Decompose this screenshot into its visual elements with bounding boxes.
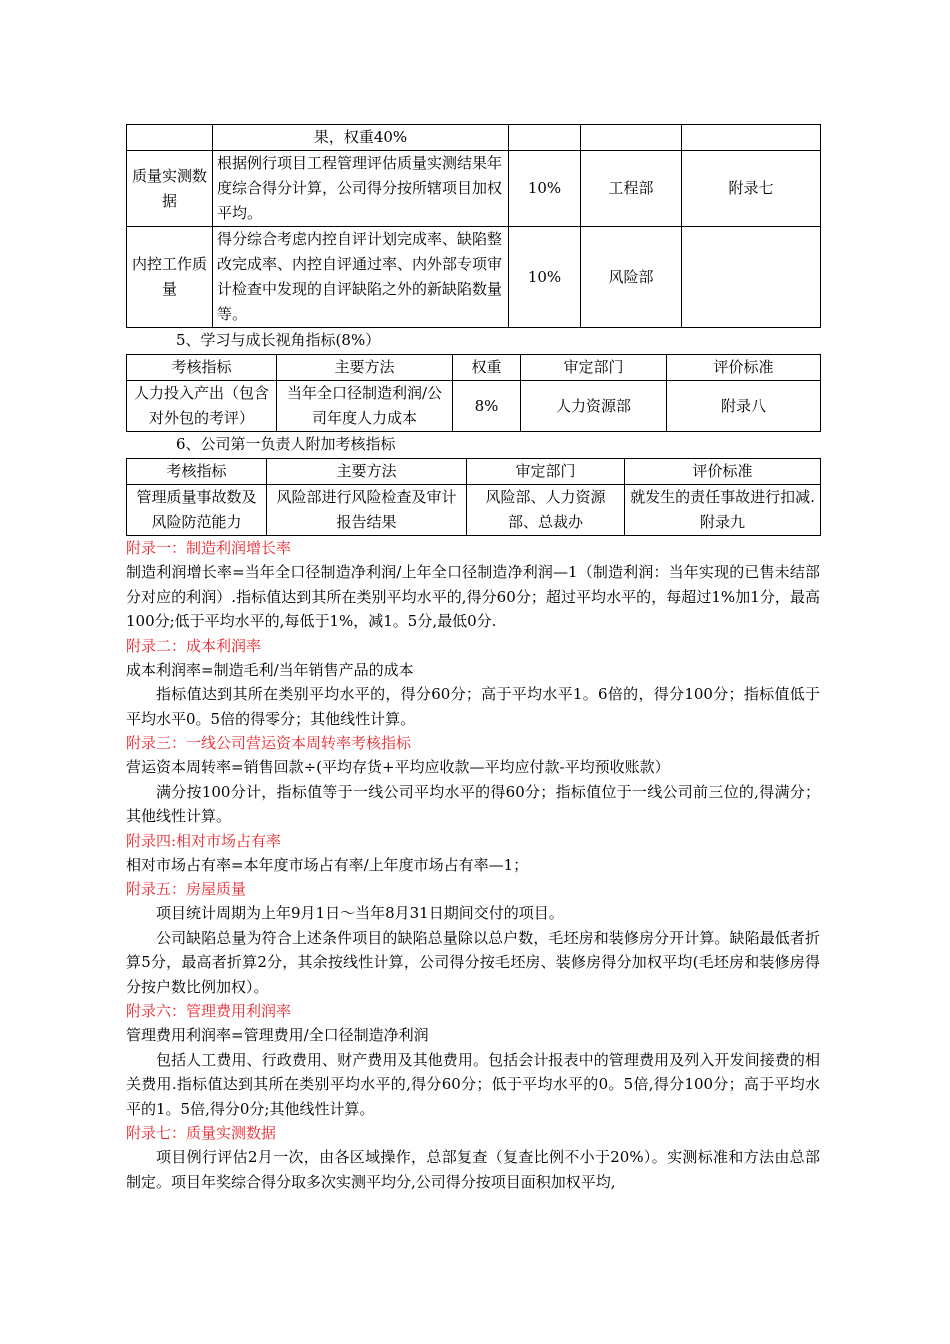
table-row — [127, 381, 821, 432]
appendix-3-title: 附录三：一线公司营运资本周转率考核指标 — [126, 734, 412, 752]
column-header: 评价标准 — [625, 459, 821, 485]
table-cell: 质量实测数据 — [127, 151, 213, 227]
table-cell — [581, 125, 682, 151]
column-header: 考核指标 — [127, 355, 277, 381]
table-cell — [509, 125, 581, 151]
appendix-7-title: 附录七：质量实测数据 — [126, 1124, 277, 1142]
column-header: 评价标准 — [667, 355, 821, 381]
column-header: 考核指标 — [127, 459, 267, 485]
table-cell: 得分综合考虑内控自评计划完成率、缺陷整改完成率、内控自评通过率、内外部专项审计检查中发现的自评缺陷之外的新缺陷数量等。 — [213, 227, 509, 328]
appendix-6-formula: 管理费用利润率=管理费用/全口径制造净利润 — [126, 1026, 429, 1044]
table-cell: 人力资源部 — [521, 381, 667, 432]
column-header: 审定部门 — [467, 459, 625, 485]
table-header-row — [127, 355, 821, 381]
appendix-7-text: 项目例行评估2月一次，由各区域操作，总部复查（复查比例不小于20%）。实测标准和方法由总部制定。项目年奖综合得分取多次实测平均分,公司得分按项目面积加权平均, — [126, 1148, 820, 1191]
table-cell: 果，权重40% — [213, 125, 509, 151]
appendix-4-title: 附录四:相对市场占有率 — [126, 831, 282, 850]
table-cell: 附录七 — [682, 151, 821, 227]
table-row — [127, 125, 821, 151]
table-cell: 风险部 — [581, 227, 682, 328]
table-cell: 10% — [509, 151, 581, 227]
table-cell: 就发生的责任事故进行扣减.附录九 — [625, 485, 821, 536]
table-cell — [682, 227, 821, 328]
table-row — [127, 151, 821, 227]
table-cell: 风险部进行风险检查及审计报告结果 — [267, 485, 467, 536]
kpi-table-1 — [126, 124, 821, 328]
table-cell: 人力投入产出（包含对外包的考评） — [127, 381, 277, 432]
table-cell: 当年全口径制造利润/公司年度人力成本 — [277, 381, 453, 432]
appendix-5-text-2: 公司缺陷总量为符合上述条件项目的缺陷总量除以总户数，毛坯房和装修房分开计算。缺陷最低者折算5分，最高者折算2分，其余按线性计算，公司得分按毛坯房、装修房得分加权平均(毛坯房和装修房得分按户数比例加权）。 — [126, 928, 820, 996]
appendix-6-title: 附录六：管理费用利润率 — [126, 1002, 292, 1020]
appendix-3-formula: 营运资本周转率=销售回款÷(平均存货+平均应收款—平均应付款-平均预收账款） — [126, 758, 670, 776]
table-cell: 工程部 — [581, 151, 682, 227]
column-header: 审定部门 — [521, 355, 667, 381]
table-header-row — [127, 459, 821, 485]
table-row — [127, 485, 821, 536]
appendix-2-title: 附录二：成本利润率 — [126, 636, 262, 655]
table-cell: 8% — [453, 381, 521, 432]
appendix-5-title: 附录五：房屋质量 — [126, 880, 247, 898]
appendix-2-text: 指标值达到其所在类别平均水平的，得分60分；高于平均水平1。6倍的，得分100分；指标值低于平均水平0。5倍的得零分；其他线性计算。 — [126, 685, 820, 728]
kpi-table-3 — [126, 458, 821, 536]
table-cell — [127, 125, 213, 151]
column-header: 主要方法 — [277, 355, 453, 381]
kpi-table-2 — [126, 354, 821, 432]
table-cell: 内控工作质量 — [127, 227, 213, 328]
appendix-6-text: 包括人工费用、行政费用、财产费用及其他费用。包括会计报表中的管理费用及列入开发间接费的相关费用.指标值达到其所在类别平均水平的,得分60分；低于平均水平的0。5倍,得分100分；高于平均水平的1。5倍,得分0分;其他线性计算。 — [126, 1050, 820, 1118]
appendix-1-title: 附录一：制造利润增长率 — [126, 539, 292, 557]
section-6-title: 6、公司第一负责人附加考核指标 — [176, 435, 396, 453]
appendix-4-formula: 相对市场占有率=本年度市场占有率/上年度市场占有率—1； — [126, 855, 529, 874]
appendix-2-formula: 成本利润率=制造毛利/当年销售产品的成本 — [126, 660, 414, 679]
column-header: 主要方法 — [267, 459, 467, 485]
table-cell — [682, 125, 821, 151]
document-page — [126, 124, 820, 1194]
appendix-3-text: 满分按100分计，指标值等于一线公司平均水平的得60分；指标值位于一线公司前三位的,得满分；其他线性计算。 — [126, 782, 820, 825]
section-5-title: 5、学习与成长视角指标(8%） — [176, 331, 381, 349]
appendix-5-text-1: 项目统计周期为上年9月1日～当年8月31日期间交付的项目。 — [156, 904, 564, 922]
appendix-1-text: 制造利润增长率=当年全口径制造净利润/上年全口径制造净利润—1（制造利润：当年实现的已售未结部分对应的利润）.指标值达到其所在类别平均水平的,得分60分；超过平均水平的，每超过1%加1分，最高100分;低于平均水平的,每低于1%，减1。5分,最低0分. — [126, 563, 820, 630]
table-cell: 根据例行项目工程管理评估质量实测结果年度综合得分计算，公司得分按所辖项目加权平均。 — [213, 151, 509, 227]
table-cell: 管理质量事故数及风险防范能力 — [127, 485, 267, 536]
table-cell: 10% — [509, 227, 581, 328]
table-cell: 风险部、人力资源部、总裁办 — [467, 485, 625, 536]
column-header: 权重 — [453, 355, 521, 381]
table-cell: 附录八 — [667, 381, 821, 432]
table-row — [127, 227, 821, 328]
